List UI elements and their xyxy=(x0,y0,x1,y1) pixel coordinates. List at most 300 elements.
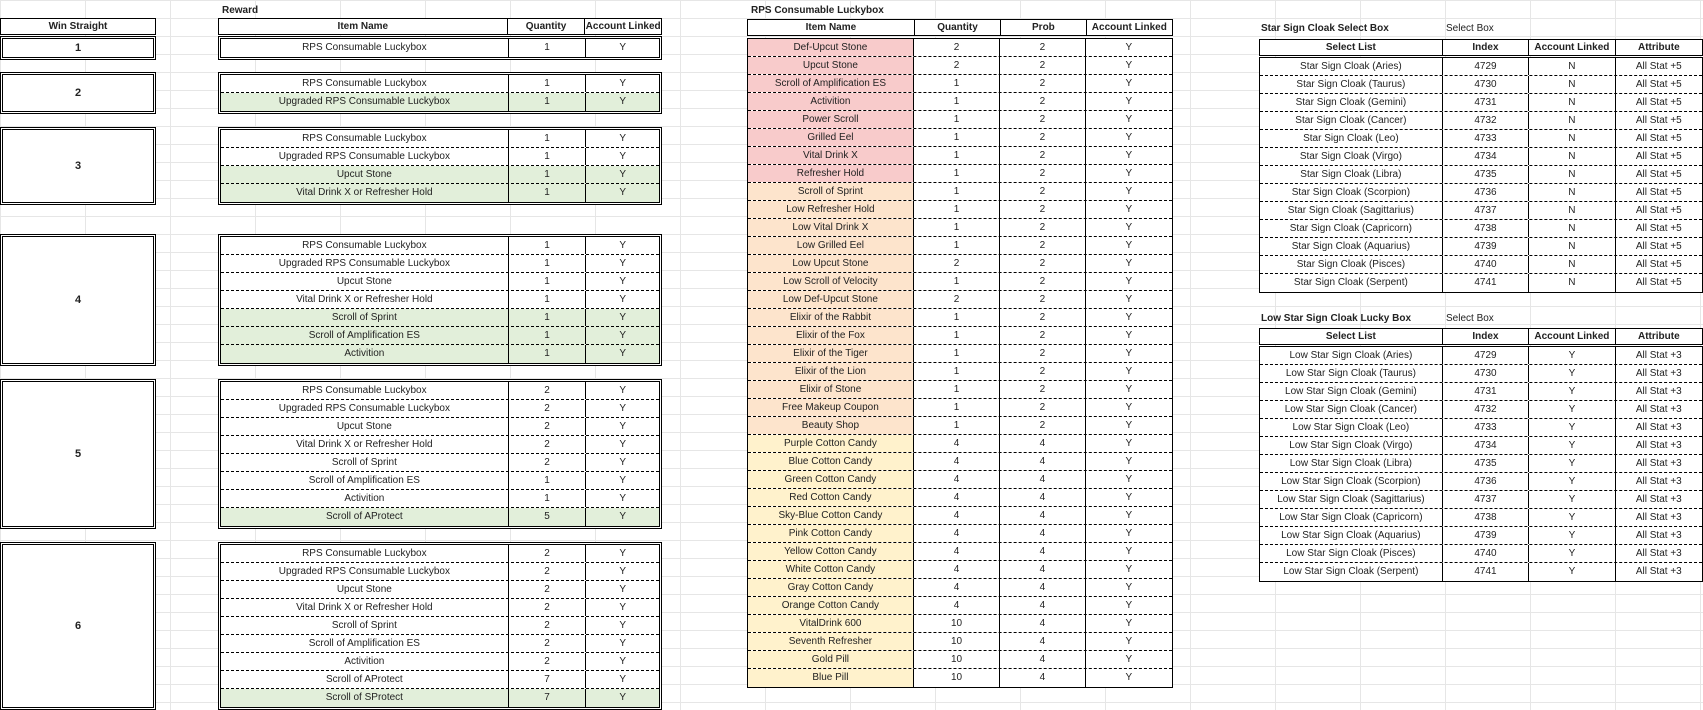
rps-account-linked: Y xyxy=(1125,42,1133,53)
rps-row xyxy=(748,579,1172,597)
win-straight-header-cell: Win Straight xyxy=(48,21,108,32)
rps-account-linked: Y xyxy=(1125,132,1133,143)
rps-item-name: Beauty Shop xyxy=(748,417,914,434)
reward-row xyxy=(221,166,659,184)
star-account-linked: N xyxy=(1529,130,1615,147)
star-index: 4738 xyxy=(1443,220,1529,237)
rps-header-prob: Prob xyxy=(1001,20,1086,35)
reward-quantity: 1 xyxy=(509,39,587,57)
star-index: 4739 xyxy=(1443,238,1529,255)
rps-row xyxy=(748,273,1172,291)
rps-item-name: Elixir of the Tiger xyxy=(748,345,914,362)
star-row xyxy=(1260,94,1702,112)
low-header xyxy=(1259,328,1703,345)
reward-row xyxy=(221,345,659,363)
rps-row xyxy=(748,363,1172,381)
win-straight-5: 5 xyxy=(0,379,156,529)
rps-account-linked: Y xyxy=(1125,654,1133,665)
low-star-account-linked: Y xyxy=(1529,401,1615,418)
reward-item-name: Upgraded RPS Consumable Luckybox xyxy=(221,93,509,111)
rps-prob: 2 xyxy=(1000,129,1085,146)
low-star-account-linked: Y xyxy=(1529,527,1615,544)
low-star-select-name: Low Star Sign Cloak (Cancer) xyxy=(1260,401,1443,418)
reward-item-name: RPS Consumable Luckybox xyxy=(221,75,509,92)
rps-prob: 2 xyxy=(1000,165,1085,182)
low-star-row xyxy=(1260,527,1702,545)
star-index: 4735 xyxy=(1443,166,1529,183)
low-star-account-linked: Y xyxy=(1529,455,1615,472)
low-star-account-linked: Y xyxy=(1529,419,1615,436)
rps-item-name: Gray Cotton Candy xyxy=(748,579,914,596)
reward-account-linked: Y xyxy=(619,348,626,359)
rps-prob: 4 xyxy=(1000,435,1085,452)
reward-quantity: 1 xyxy=(509,309,587,326)
reward-item-name: Vital Drink X or Refresher Hold xyxy=(221,184,509,202)
rps-row xyxy=(748,111,1172,129)
reward-account-linked: Y xyxy=(619,692,626,703)
low-star-attribute: All Stat +3 xyxy=(1635,494,1682,505)
low-star-account-linked: Y xyxy=(1529,491,1615,508)
low-star-select-name: Low Star Sign Cloak (Libra) xyxy=(1260,455,1443,472)
low-star-attribute: All Stat +3 xyxy=(1635,458,1682,469)
reward-row xyxy=(221,309,659,327)
rps-row xyxy=(748,237,1172,255)
rps-row xyxy=(748,507,1172,525)
rps-account-linked: Y xyxy=(1125,420,1133,431)
low-star-attribute: All Stat +3 xyxy=(1635,350,1682,361)
rps-row xyxy=(748,633,1172,651)
rps-prob: 2 xyxy=(1000,363,1085,380)
star-header xyxy=(1259,39,1703,56)
reward-quantity: 1 xyxy=(509,472,587,489)
reward-item-name: Upgraded RPS Consumable Luckybox xyxy=(221,255,509,272)
star-account-linked: N xyxy=(1529,202,1615,219)
reward-item-name: Activition xyxy=(221,653,509,670)
rps-prob: 2 xyxy=(1000,57,1085,74)
rps-account-linked: Y xyxy=(1125,510,1133,521)
rps-account-linked: Y xyxy=(1125,114,1133,125)
star-index: 4737 xyxy=(1443,202,1529,219)
reward-account-linked: Y xyxy=(619,403,626,414)
reward-quantity: 2 xyxy=(509,563,587,580)
rps-item-name: Blue Cotton Candy xyxy=(748,453,914,470)
rps-item-name: VitalDrink 600 xyxy=(748,615,914,632)
low-star-row xyxy=(1260,563,1702,581)
low-star-attribute: All Stat +3 xyxy=(1635,404,1682,415)
rps-account-linked: Y xyxy=(1125,168,1133,179)
star-row xyxy=(1260,148,1702,166)
star-select-name: Star Sign Cloak (Aquarius) xyxy=(1260,238,1443,255)
reward-row xyxy=(221,454,659,472)
reward-item-name: Scroll of AProtect xyxy=(221,508,509,526)
reward-item-name: Vital Drink X or Refresher Hold xyxy=(221,599,509,616)
reward-account-linked: Y xyxy=(619,584,626,595)
reward-row xyxy=(221,237,659,255)
reward-account-linked: Y xyxy=(619,276,626,287)
reward-row xyxy=(221,39,659,57)
star-attribute: All Stat +5 xyxy=(1635,169,1682,180)
low-star-attribute: All Stat +3 xyxy=(1635,530,1682,541)
reward-tier-6 xyxy=(218,542,662,710)
reward-quantity: 1 xyxy=(509,130,587,147)
reward-account-linked: Y xyxy=(619,312,626,323)
rps-quantity: 1 xyxy=(914,327,1000,344)
star-header-list: Select List xyxy=(1260,40,1443,55)
reward-account-linked: Y xyxy=(619,421,626,432)
rps-item-name: Purple Cotton Candy xyxy=(748,435,914,452)
star-sign-table xyxy=(1259,57,1703,293)
rps-account-linked: Y xyxy=(1125,528,1133,539)
reward-item-name: RPS Consumable Luckybox xyxy=(221,237,509,254)
rps-item-name: Vital Drink X xyxy=(748,147,914,164)
win-straight-6: 6 xyxy=(0,542,156,710)
rps-row xyxy=(748,435,1172,453)
reward-item-name: Scroll of Amplification ES xyxy=(221,327,509,344)
low-star-sign-table xyxy=(1259,346,1703,582)
reward-quantity: 1 xyxy=(509,490,587,507)
reward-quantity: 1 xyxy=(509,327,587,344)
star-index: 4731 xyxy=(1443,94,1529,111)
reward-item-name: Vital Drink X or Refresher Hold xyxy=(221,436,509,453)
rps-quantity: 1 xyxy=(914,147,1000,164)
low-star-attribute: All Stat +3 xyxy=(1635,548,1682,559)
rps-item-name: Low Def-Upcut Stone xyxy=(748,291,914,308)
rps-account-linked: Y xyxy=(1125,240,1133,251)
rps-quantity: 1 xyxy=(914,183,1000,200)
rps-quantity: 4 xyxy=(914,507,1000,524)
rps-item-name: Scroll of Amplification ES xyxy=(748,75,914,92)
reward-tier-3 xyxy=(218,127,662,205)
reward-item-name: Upcut Stone xyxy=(221,418,509,435)
rps-row xyxy=(748,669,1172,687)
rps-prob: 2 xyxy=(1000,147,1085,164)
low-star-select-name: Low Star Sign Cloak (Serpent) xyxy=(1260,563,1443,581)
rps-row xyxy=(748,93,1172,111)
star-index: 4736 xyxy=(1443,184,1529,201)
star-attribute: All Stat +5 xyxy=(1635,241,1682,252)
rps-quantity: 4 xyxy=(914,453,1000,470)
rps-prob: 2 xyxy=(1000,75,1085,92)
low-star-row xyxy=(1260,401,1702,419)
reward-account-linked: Y xyxy=(619,548,626,559)
rps-prob: 2 xyxy=(1000,237,1085,254)
rps-item-name: Low Vital Drink X xyxy=(748,219,914,236)
rps-prob: 2 xyxy=(1000,417,1085,434)
rps-prob: 4 xyxy=(1000,579,1085,596)
star-account-linked: N xyxy=(1529,220,1615,237)
reward-item-name: Upcut Stone xyxy=(221,166,509,183)
reward-row xyxy=(221,75,659,93)
reward-quantity: 1 xyxy=(509,255,587,272)
low-star-select-name: Low Star Sign Cloak (Sagittarius) xyxy=(1260,491,1443,508)
rps-prob: 2 xyxy=(1000,219,1085,236)
rps-account-linked: Y xyxy=(1125,618,1133,629)
reward-row xyxy=(221,472,659,490)
rps-prob: 2 xyxy=(1000,183,1085,200)
reward-tier-2 xyxy=(218,72,662,114)
rps-row xyxy=(748,327,1172,345)
rps-row xyxy=(748,57,1172,75)
low-box-title: Low Star Sign Cloak Lucky Box xyxy=(1261,313,1412,324)
reward-item-name: Activition xyxy=(221,490,509,507)
star-attribute: All Stat +5 xyxy=(1635,61,1682,72)
rps-item-name: Refresher Hold xyxy=(748,165,914,182)
low-star-attribute: All Stat +3 xyxy=(1635,512,1682,523)
low-star-index: 4740 xyxy=(1443,545,1529,562)
reward-item-name: RPS Consumable Luckybox xyxy=(221,39,509,57)
rps-quantity: 10 xyxy=(914,669,1000,687)
low-star-select-name: Low Star Sign Cloak (Aries) xyxy=(1260,347,1443,364)
reward-quantity: 1 xyxy=(509,166,587,183)
reward-quantity: 7 xyxy=(509,689,587,707)
reward-row xyxy=(221,599,659,617)
rps-item-name: Red Cotton Candy xyxy=(748,489,914,506)
reward-row xyxy=(221,255,659,273)
reward-row xyxy=(221,400,659,418)
rps-item-name: Power Scroll xyxy=(748,111,914,128)
rps-account-linked: Y xyxy=(1125,96,1133,107)
rps-account-linked: Y xyxy=(1125,384,1133,395)
rps-quantity: 1 xyxy=(914,93,1000,110)
reward-item-name: Scroll of SProtect xyxy=(221,689,509,707)
reward-item-name: Vital Drink X or Refresher Hold xyxy=(221,291,509,308)
rps-item-name: White Cotton Candy xyxy=(748,561,914,578)
rps-row xyxy=(748,381,1172,399)
star-attribute: All Stat +5 xyxy=(1635,277,1682,288)
rps-prob: 2 xyxy=(1000,381,1085,398)
reward-quantity: 2 xyxy=(509,436,587,453)
low-star-row xyxy=(1260,545,1702,563)
reward-quantity: 1 xyxy=(509,345,587,363)
low-star-attribute: All Stat +3 xyxy=(1635,566,1682,577)
reward-item-name: RPS Consumable Luckybox xyxy=(221,545,509,562)
reward-row xyxy=(221,635,659,653)
reward-quantity: 1 xyxy=(509,148,587,165)
rps-item-name: Pink Cotton Candy xyxy=(748,525,914,542)
reward-item-name: Scroll of AProtect xyxy=(221,671,509,688)
win-straight-2: 2 xyxy=(0,72,156,114)
low-header-attr: Attribute xyxy=(1637,331,1680,342)
rps-prob: 4 xyxy=(1000,651,1085,668)
rps-prob: 4 xyxy=(1000,633,1085,650)
low-star-index: 4731 xyxy=(1443,383,1529,400)
win-straight-header xyxy=(0,18,156,35)
rps-item-name: Sky-Blue Cotton Candy xyxy=(748,507,914,524)
reward-account-linked: Y xyxy=(619,258,626,269)
star-select-name: Star Sign Cloak (Leo) xyxy=(1260,130,1443,147)
low-star-attribute: All Stat +3 xyxy=(1635,368,1682,379)
reward-account-linked: Y xyxy=(619,511,626,522)
rps-item-name: Green Cotton Candy xyxy=(748,471,914,488)
rps-item-name: Grilled Eel xyxy=(748,129,914,146)
rps-header-qty: Quantity xyxy=(915,20,1001,35)
rps-prob: 2 xyxy=(1000,345,1085,362)
reward-quantity: 2 xyxy=(509,400,587,417)
low-star-row xyxy=(1260,491,1702,509)
low-header-index: Index xyxy=(1443,329,1529,344)
low-star-account-linked: Y xyxy=(1529,563,1615,581)
rps-quantity: 4 xyxy=(914,525,1000,542)
low-box-subtitle: Select Box xyxy=(1446,313,1494,324)
rps-item-name: Low Scroll of Velocity xyxy=(748,273,914,290)
reward-item-name: RPS Consumable Luckybox xyxy=(221,130,509,147)
star-select-name: Star Sign Cloak (Sagittarius) xyxy=(1260,202,1443,219)
rps-account-linked: Y xyxy=(1125,438,1133,449)
rps-item-name: Upcut Stone xyxy=(748,57,914,74)
rps-item-name: Low Refresher Hold xyxy=(748,201,914,218)
rps-account-linked: Y xyxy=(1125,78,1133,89)
low-star-select-name: Low Star Sign Cloak (Aquarius) xyxy=(1260,527,1443,544)
rps-account-linked: Y xyxy=(1125,294,1133,305)
star-select-name: Star Sign Cloak (Gemini) xyxy=(1260,94,1443,111)
low-star-account-linked: Y xyxy=(1529,365,1615,382)
reward-account-linked: Y xyxy=(619,638,626,649)
reward-label: Reward xyxy=(222,5,259,16)
rps-item-name: Elixir of Stone xyxy=(748,381,914,398)
reward-quantity: 2 xyxy=(509,581,587,598)
rps-row xyxy=(748,345,1172,363)
rps-header xyxy=(747,19,1173,36)
star-row xyxy=(1260,112,1702,130)
reward-tier-1 xyxy=(218,36,662,60)
reward-account-linked: Y xyxy=(619,493,626,504)
rps-item-name: Gold Pill xyxy=(748,651,914,668)
low-star-account-linked: Y xyxy=(1529,437,1615,454)
star-account-linked: N xyxy=(1529,166,1615,183)
rps-row xyxy=(748,255,1172,273)
reward-row xyxy=(221,93,659,111)
star-index: 4730 xyxy=(1443,76,1529,93)
rps-row xyxy=(748,471,1172,489)
low-star-index: 4734 xyxy=(1443,437,1529,454)
reward-item-name: Upcut Stone xyxy=(221,273,509,290)
rps-prob: 4 xyxy=(1000,489,1085,506)
low-star-index: 4735 xyxy=(1443,455,1529,472)
star-account-linked: N xyxy=(1529,274,1615,292)
rps-account-linked: Y xyxy=(1125,204,1133,215)
reward-row xyxy=(221,148,659,166)
star-account-linked: N xyxy=(1529,76,1615,93)
star-attribute: All Stat +5 xyxy=(1635,151,1682,162)
rps-quantity: 4 xyxy=(914,435,1000,452)
reward-header-qty: Quantity xyxy=(508,19,586,34)
reward-quantity: 2 xyxy=(509,382,587,399)
rps-account-linked: Y xyxy=(1125,456,1133,467)
rps-account-linked: Y xyxy=(1125,402,1133,413)
rps-item-name: Seventh Refresher xyxy=(748,633,914,650)
rps-quantity: 1 xyxy=(914,165,1000,182)
low-star-index: 4741 xyxy=(1443,563,1529,581)
rps-table-title: RPS Consumable Luckybox xyxy=(751,5,884,16)
star-index: 4733 xyxy=(1443,130,1529,147)
reward-account-linked: Y xyxy=(619,475,626,486)
rps-prob: 2 xyxy=(1000,309,1085,326)
rps-quantity: 4 xyxy=(914,579,1000,596)
low-star-account-linked: Y xyxy=(1529,545,1615,562)
reward-account-linked: Y xyxy=(619,439,626,450)
reward-quantity: 2 xyxy=(509,635,587,652)
rps-account-linked: Y xyxy=(1125,564,1133,575)
low-header-linked: Account Linked xyxy=(1529,329,1615,344)
reward-item-name: Upcut Stone xyxy=(221,581,509,598)
reward-row xyxy=(221,418,659,436)
rps-header-item: Item Name xyxy=(748,20,915,35)
rps-account-linked: Y xyxy=(1125,150,1133,161)
rps-account-linked: Y xyxy=(1125,276,1133,287)
star-index: 4732 xyxy=(1443,112,1529,129)
rps-prob: 4 xyxy=(1000,507,1085,524)
reward-quantity: 1 xyxy=(509,291,587,308)
rps-item-name: Free Makeup Coupon xyxy=(748,399,914,416)
rps-row xyxy=(748,183,1172,201)
rps-prob: 2 xyxy=(1000,111,1085,128)
star-row xyxy=(1260,184,1702,202)
star-header-index: Index xyxy=(1443,40,1529,55)
rps-prob: 2 xyxy=(1000,255,1085,272)
low-star-attribute: All Stat +3 xyxy=(1635,422,1682,433)
rps-account-linked: Y xyxy=(1125,222,1133,233)
reward-item-name: RPS Consumable Luckybox xyxy=(221,382,509,399)
rps-quantity: 1 xyxy=(914,417,1000,434)
reward-item-name: Upgraded RPS Consumable Luckybox xyxy=(221,400,509,417)
low-star-index: 4739 xyxy=(1443,527,1529,544)
reward-row xyxy=(221,291,659,309)
rps-item-name: Elixir of the Rabbit xyxy=(748,309,914,326)
reward-header-linked: Account Linked xyxy=(585,21,661,32)
low-star-index: 4738 xyxy=(1443,509,1529,526)
rps-row xyxy=(748,219,1172,237)
reward-item-name: Scroll of Amplification ES xyxy=(221,635,509,652)
star-row xyxy=(1260,274,1702,292)
low-star-attribute: All Stat +3 xyxy=(1635,476,1682,487)
star-select-name: Star Sign Cloak (Libra) xyxy=(1260,166,1443,183)
reward-account-linked: Y xyxy=(619,566,626,577)
star-attribute: All Stat +5 xyxy=(1635,223,1682,234)
star-row xyxy=(1260,76,1702,94)
low-star-index: 4737 xyxy=(1443,491,1529,508)
rps-quantity: 4 xyxy=(914,471,1000,488)
reward-quantity: 2 xyxy=(509,454,587,471)
reward-row xyxy=(221,545,659,563)
star-attribute: All Stat +5 xyxy=(1635,259,1682,270)
star-index: 4741 xyxy=(1443,274,1529,292)
rps-account-linked: Y xyxy=(1125,348,1133,359)
rps-row xyxy=(748,453,1172,471)
rps-quantity: 1 xyxy=(914,309,1000,326)
rps-row xyxy=(748,399,1172,417)
rps-account-linked: Y xyxy=(1125,582,1133,593)
reward-account-linked: Y xyxy=(619,294,626,305)
rps-account-linked: Y xyxy=(1125,60,1133,71)
reward-quantity: 2 xyxy=(509,418,587,435)
rps-quantity: 1 xyxy=(914,363,1000,380)
low-star-attribute: All Stat +3 xyxy=(1635,386,1682,397)
star-attribute: All Stat +5 xyxy=(1635,187,1682,198)
low-star-select-name: Low Star Sign Cloak (Taurus) xyxy=(1260,365,1443,382)
reward-account-linked: Y xyxy=(619,133,626,144)
reward-tier-4 xyxy=(218,234,662,366)
rps-quantity: 10 xyxy=(914,633,1000,650)
low-star-index: 4730 xyxy=(1443,365,1529,382)
rps-item-name: Low Upcut Stone xyxy=(748,255,914,272)
reward-item-name: Scroll of Sprint xyxy=(221,454,509,471)
reward-quantity: 1 xyxy=(509,237,587,254)
rps-quantity: 2 xyxy=(914,39,1000,56)
low-star-select-name: Low Star Sign Cloak (Leo) xyxy=(1260,419,1443,436)
reward-account-linked: Y xyxy=(619,674,626,685)
reward-row xyxy=(221,689,659,707)
star-select-name: Star Sign Cloak (Virgo) xyxy=(1260,148,1443,165)
